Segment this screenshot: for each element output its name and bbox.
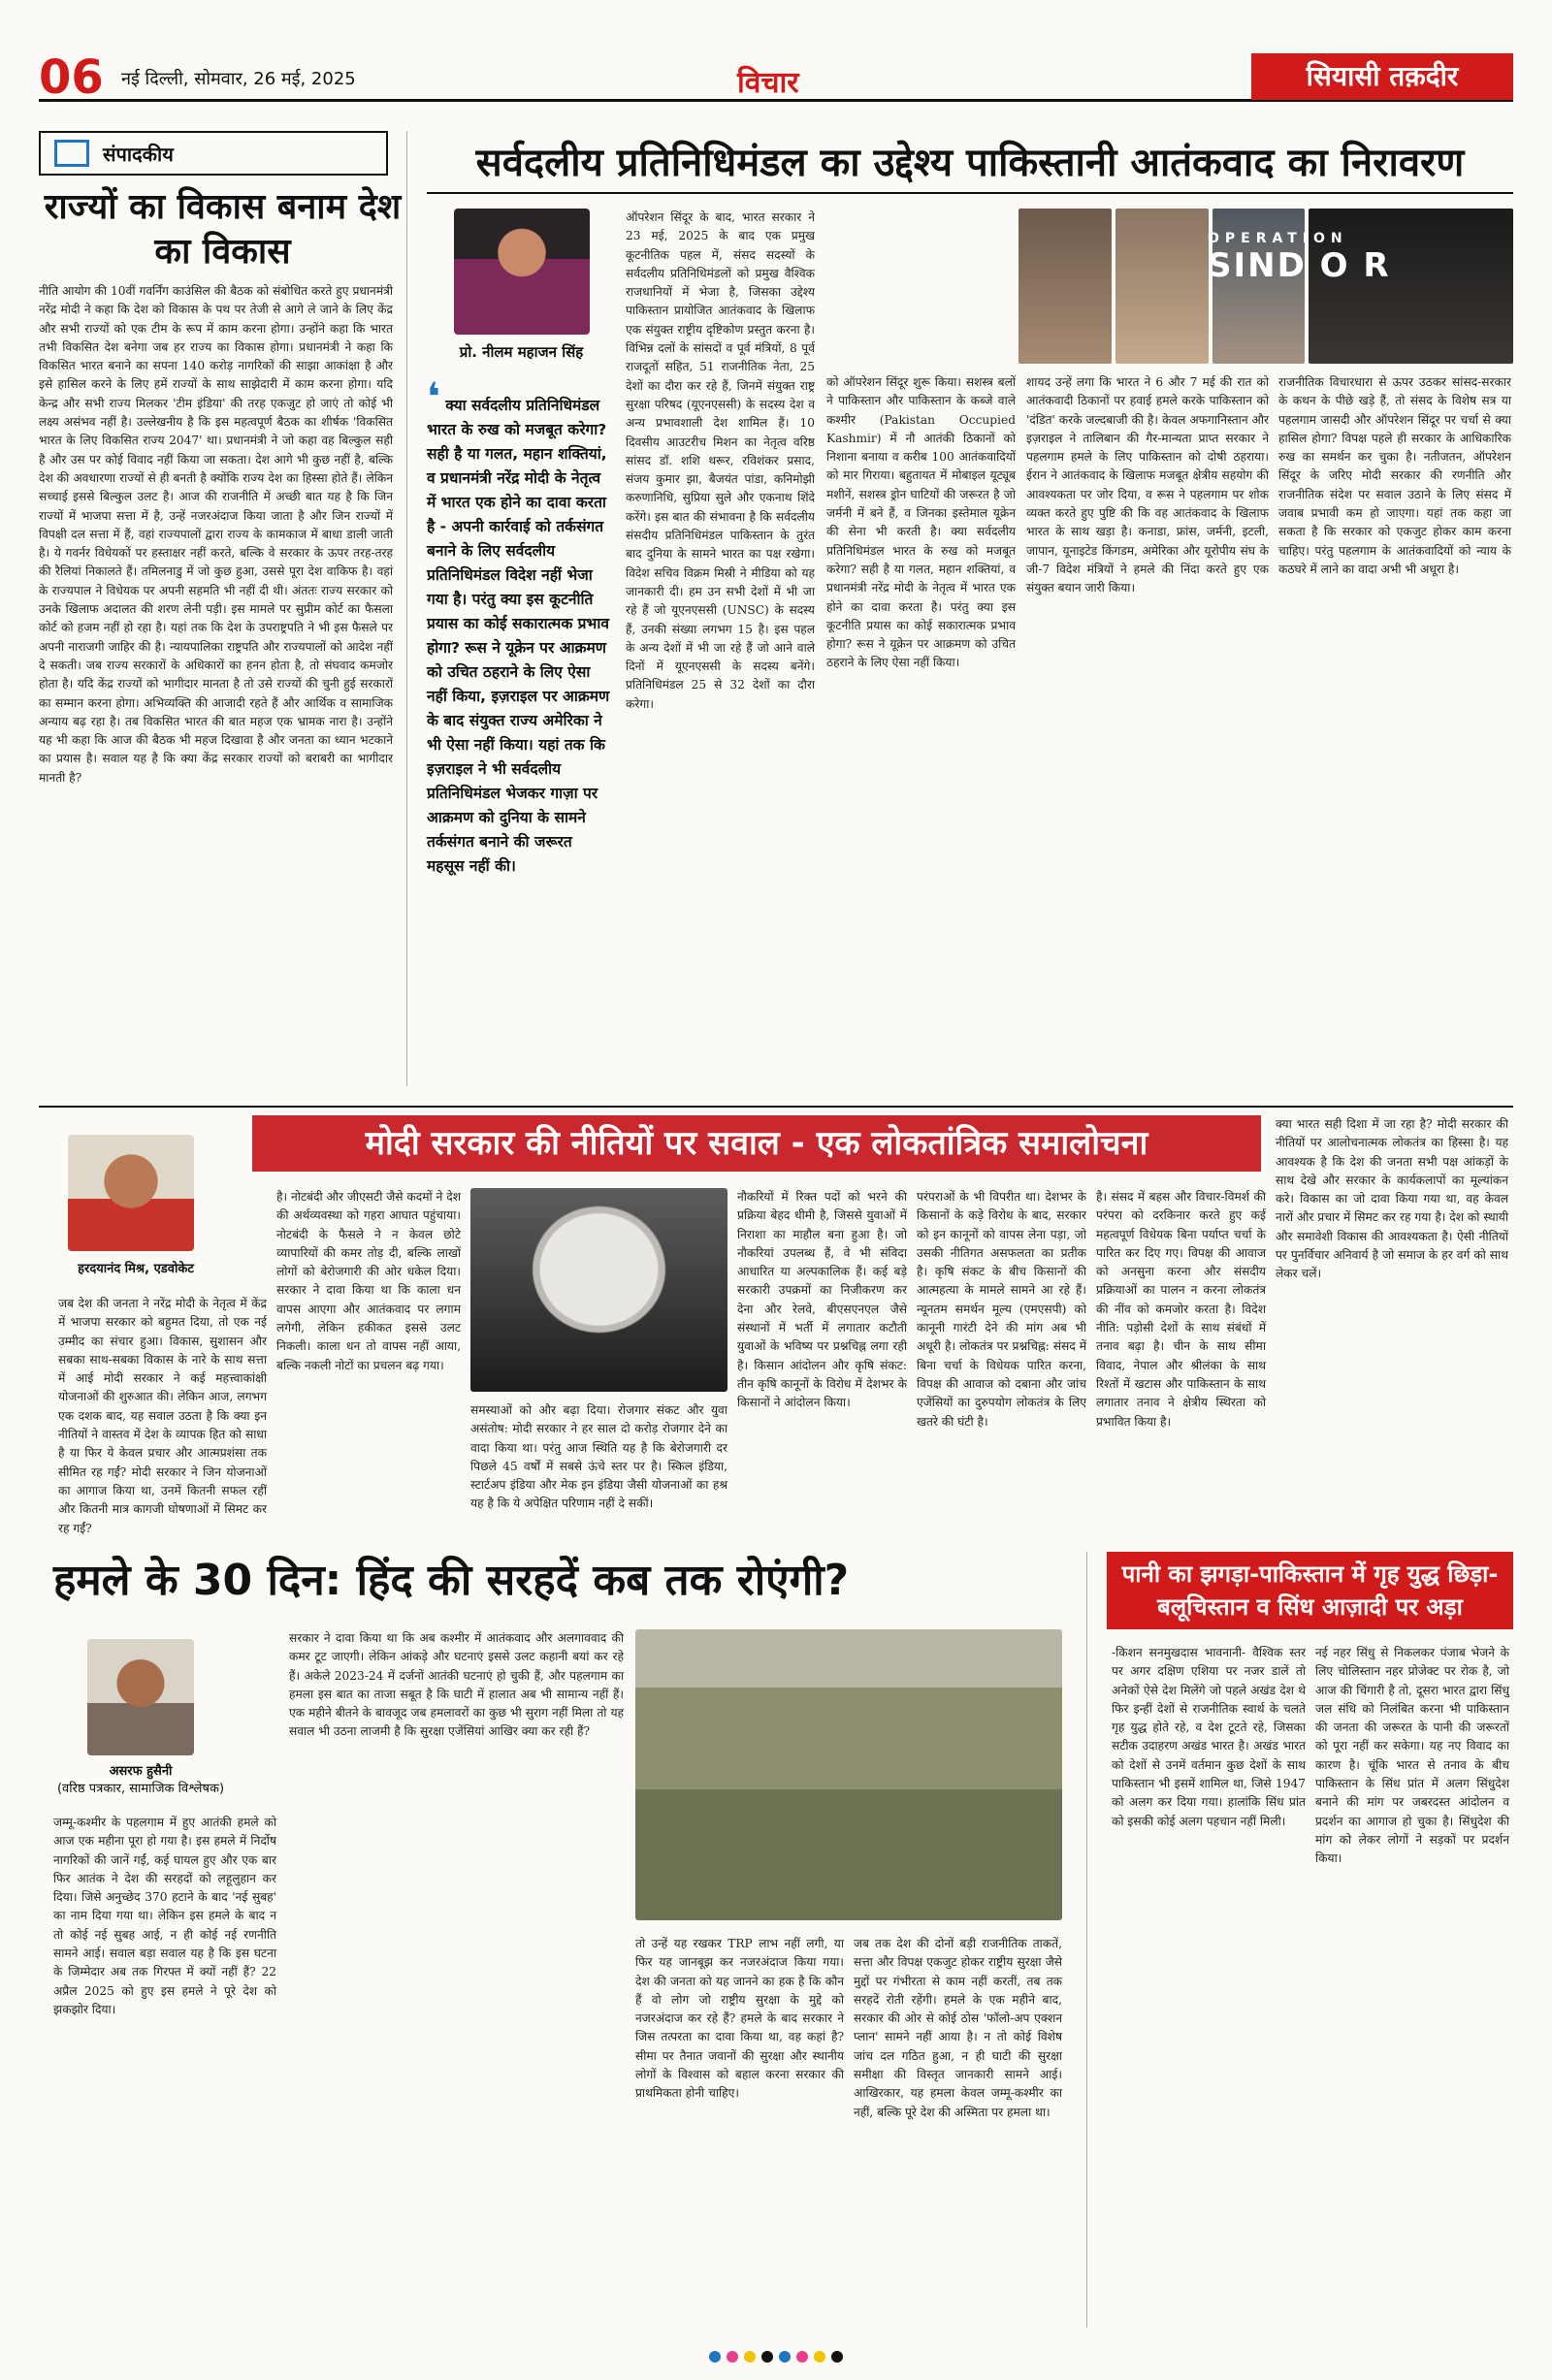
editorial-label-box — [39, 131, 388, 176]
registration-dot — [796, 2351, 808, 2363]
print-registration-marks — [39, 2351, 1513, 2364]
bottom-column-3: तो उन्हें यह रखकर TRP लाभ नहीं लगी, या फिर यह जानबूझ कर नजरअंदाज किया गया। देश की जनता को यह जानने का हक है कि कौन हैं वो लोग जो राष्ट्रीय सुरक्षा के मुद्दे को नजरअंदाज कर रहे हैं? हमले के बाद सरकार ने जिस तत्परता का दावा किया था, वह कहां है? सीमा पर तैनात जवानों की सुरक्षा और स्थानीय लोगों के विश्वास को बहाल करना सरकार की प्राथमिकता होनी चाहिए। — [635, 1937, 844, 2101]
operation-sindoor-logo — [1208, 231, 1391, 285]
author-name: असरफ हुसैनी — [109, 1764, 173, 1779]
registration-dot — [744, 2351, 756, 2363]
editorial-column — [39, 131, 407, 1086]
main-column-1: ऑपरेशन सिंदूर के बाद, भारत सरकार ने 23 मई, 2025 के बाद एक प्रमुख कूटनीतिक पहल में, संसद सदस्यों के सर्वदलीय प्रतिनिधिमंडलों को प्रमुख वैश्विक राजधानियों में भेजा है, जिसका उद्देश्य पाकिस्तान प्रायोजित आतंकवाद के खिलाफ एक संयुक्त राष्ट्रीय दृष्टिकोण प्रस्तुत करना है। विभिन्न दलों के सांसदों व पूर्व मंत्रियों, 8 पूर्व राजदूतों सहित, 51 राजनीतिक नेता, 25 देशों का दौरा कर रहे हैं, जिनमें संयुक्त राष्ट्र सुरक्षा परिषद (यूएनएससी) के सदस्य देश व अन्य प्रभावशाली देश शामिल हैं। 10 दिवसीय आउटरीच मिशन का नेतृत्व वरिष्ठ सांसद डॉ. शशि थरूर, रविशंकर प्रसाद, संजय कुमार झा, बैजयंत पांडा, कनिमोझी करुणानिधि, सुप्रिया सुले और एकनाथ शिंदे करेंगे। इस बात की संभावना है कि सर्वदलीय संसदीय प्रतिनिधिमंडल पाकिस्तान के तुरंत बाद दुनिया के सामने भारत का पक्ष रखेगा। विदेश सचिव विक्रम मिस्री ने मीडिया को यह जानकारी दी। हम उन सभी देशों में भी जा रहे हैं जो यूएनएससी (UNSC) के सदस्य हैं, उनकी संख्या लगभग 15 है। इस पहल के अन्य देशों में भी जा रहे हैं जो आने वाले दिनों में यूएनएससी के सदस्य बनेंगे। प्रतिनिधिमंडल 25 से 32 देशों का दौरा करेगा। — [626, 210, 815, 711]
water-headline: पानी का झगड़ा-पाकिस्तान में गृह युद्ध छिड़ा-बलूचिस्तान व सिंध आज़ादी पर अड़ा — [1107, 1552, 1513, 1629]
mid-column-5: परंपराओं के भी विपरीत था। देशभर के किसानों के कड़े विरोध के बाद, सरकार को इन कानूनों को वापस लेना पड़ा, जो उसकी नीतिगत असफलता का प्रतीक है। कृषि संकट के बीच किसानों की आत्महत्या के मामले सामने आ रहे हैं। न्यूनतम समर्थन मूल्य (एमएसपी) को कानूनी गारंटी देने की मांग अब भी अधूरी है। लोकतंत्र पर प्रश्नचिह्न: संसद में बिना चर्चा के विधेयक पारित करना, विपक्ष की आवाज को दबाना और जांच एजेंसियों का दुरुपयोग लोकतंत्र के लिए खतरे की घंटी है। — [917, 1190, 1086, 1429]
author-box — [436, 209, 606, 362]
main-headline: सर्वदलीय प्रतिनिधिमंडल का उद्देश्य पाकिस्तानी आतंकवाद का निरावरण — [427, 136, 1513, 194]
bottom-column-1: जम्मू-कश्मीर के पहलगाम में हुए आतंकी हमले को आज एक महीना पूरा हो गया है। इस हमले में निर्दोष नागरिकों की जानें गईं, कई घायल हुए और एक बार फिर आतंक ने देश की सरहदों को लहूलुहान कर दिया। जिसे अनुच्छेद 370 हटाने के बाद 'नई सुबह' का नाम दिया गया था। लेकिन इस हमले के बाद न तो कोई नई सुबह आई, न ही कोई नई रणनीति सामने आई। सवाल बड़ा सवाल यह है कि इस घटना के जिम्मेदार अब तक गिरफ्त में क्यों नहीं हैं? 22 अप्रैल 2025 को हुए इस हमले ने पूरे देश को झकझोर दिया। — [53, 1816, 276, 2016]
page-number: 06 — [39, 50, 104, 105]
main-column-2: को ऑपरेशन सिंदूर शुरू किया। सशस्त्र बलों ने पाकिस्तान और पाकिस्तान के कब्जे वाले कश्मीर (Pakistan Occupied Kashmir) में नौ आतंकी ठिकानों को निशाना बनाया व करीब 100 आतंकवादियों को मार गिराया। बहुतायत में मोबाइल यूट्यूब मशीनें, सशस्त्र ड्रोन घाटियों की जरूरत है जो जर्मनी में बने हैं, व जिनका इस्तेमाल यूक्रेन की सेना भी करती है। क्या सर्वदलीय प्रतिनिधिमंडल भारत के रुख को मजबूत करेगा? सही है या गलत, महान शक्तियां, व प्रधानमंत्री नरेंद्र मोदी के नेतृत्व में भारत एक होने का दावा करता है। परंतु क्या इस कूटनीति प्रयास का कोई सकारात्मक प्रभाव होगा? रूस ने यूक्रेन पर आक्रमण को उचित ठहराने के लिए ऐसा नहीं किया। — [826, 375, 1016, 670]
portrait-photo — [470, 1188, 728, 1392]
logo-line-2: SIND O R — [1208, 246, 1391, 285]
photo-delegate — [1018, 209, 1112, 364]
quote-icon: ❛ — [427, 375, 440, 420]
section-tag: सियासी तक़दीर — [1251, 53, 1513, 100]
author-name: हरदयानंद मिश्र, एडवोकेट — [78, 1262, 194, 1276]
editorial-label: संपादकीय — [103, 142, 174, 166]
water-column-1: -किशन सनमुखदास भावनानी- वैश्विक स्तर पर अगर दक्षिण एशिया पर नजर डालें तो अनेकों ऐसे देश मिलेंगे जो पहले अखंड देश थे फिर इन्हीं देशों से राजनीतिक स्वार्थ के चलते गृह युद्ध होते रहे, व देश टूटते रहे, जिसका सटीक उदाहरण अखंड भारत है। अखंड भारत को देशों से उनमें वर्तमान कुछ देशों के साथ पाकिस्तान भी इसमें शामिल था, जिसे 1947 को अलग कर दिया गया। हालांकि सिंध प्रांत को इसकी कोई अलग पहचान नहीं मिली। — [1112, 1646, 1306, 1828]
bottom-headline: हमले के 30 दिन: हिंद की सरहदें कब तक रोएंगी? — [53, 1556, 850, 1605]
water-column-2: नई नहर सिंधु से निकलकर पंजाब भेजने के लिए चोलिस्तान नहर प्रोजेक्ट पर रोक है, जो आज की चिंगारी है तो, दूसरा भारत द्वारा सिंधु जल संधि को निलंबित करना भी पाकिस्तान की जनता की जरूरत के पानी की जरूरतों को पूरा नहीं कर सकेगा। यह नए विवाद का कारण है। चूंकि भारत से तनाव के बीच पाकिस्तान के सिंध प्रांत में अलग सिंधुदेश बनाने की मांग पर जबरदस्त आंदोलन व प्रदर्शन का आगाज हो चुका है। सिंधुदेश की मांग को लेकर लोगों ने सड़कों पर प्रदर्शन किया। — [1315, 1646, 1509, 1866]
registration-dot — [709, 2351, 721, 2363]
bottom-column-2: सरकार ने दावा किया था कि अब कश्मीर में आतंकवाद और अलगाववाद की कमर टूट जाएगी। लेकिन आंकड़े और घटनाएं इससे उलट कहानी बयां कर रहे हैं। अकेले 2023-24 में दर्जनों आतंकी घटनाएं हो चुकी हैं, और पहलगाम का हमला इस बात का ताजा सबूत है कि घाटी में हालात अब भी सामान्य नहीं हैं। एक महीने बीतने के बावजूद जब हमलावरों का कुछ भी सुराग नहीं मिला तो यह सवाल भी उठना लाजमी है कि सुरक्षा एजेंसियां आखिर क्या कर रही हैं? — [289, 1631, 624, 1739]
registration-dot — [761, 2351, 773, 2363]
logo-line-1: OPERATION — [1208, 231, 1348, 246]
mid-column-6: है। संसद में बहस और विचार-विमर्श की परंपरा को दरकिनार करते हुए कई महत्वपूर्ण विधेयक बिना पर्याप्त चर्चा के पारित कर दिए गए। विपक्ष की आवाज को अनसुना करना और संसदीय प्रक्रियाओं का पालन न करना लोकतंत्र की नींव को कमजोर करता है। विदेश नीति: पड़ोसी देशों के साथ संबंधों में तनाव बढ़ा है। चीन के साथ सीमा विवाद, नेपाल और श्रीलंका के साथ रिश्तों में खटास और पाकिस्तान के साथ लगातार तनाव ने क्षेत्रीय स्थिरता को प्रभावित किया है। — [1096, 1190, 1266, 1429]
masthead — [39, 50, 1513, 105]
registration-dot — [727, 2351, 738, 2363]
author-role: (वरिष्ठ पत्रकार, सामाजिक विश्लेषक) — [56, 1782, 225, 1796]
photo-delegate — [1116, 209, 1209, 364]
author-photo — [87, 1639, 194, 1755]
mid-column-7: क्या भारत सही दिशा में जा रहा है? मोदी सरकार की नीतियों पर आलोचनात्मक लोकतंत्र का हिस्सा है। यह आवश्यक है कि देश की जनता सभी पक्ष आंकड़ों के साथ देखे और सरकार के कार्यकलापों का मूल्यांकन करे। विकास का जो दावा किया गया था, वह केवल नारों और प्रचार में सिमट कर रह गया है। देश को स्थायी और समावेशी विकास की आवश्यकता है। ऐसी नीतियों पर पुनर्विचार अनिवार्य है जो समाज के हर वर्ग को साथ लेकर चलें। — [1276, 1117, 1508, 1281]
author-name-box — [53, 1763, 228, 1798]
page-date: नई दिल्ली, सोमवार, 26 मई, 2025 — [121, 69, 356, 89]
main-column-3: शायद उन्हें लगा कि भारत ने 6 और 7 मई की रात को आतंकवादी ठिकानों पर हवाई हमले करके पाकिस्तान को 'दंडित' करके जल्दबाजी की है। केवल अफगानिस्तान और इज़राइल ने तालिबान की गैर-मान्यता प्राप्त सरकार ने पहलगाम हमले के लिए पाकिस्तान को दोषी ठहराया। ईरान ने आतंकवाद के खिलाफ मजबूत क्षेत्रीय सहयोग की आवश्यकता पर जोर दिया, व रूस ने पहलगाम पर शोक व्यक्त करते हुए पुष्टि की कि वह आतंकवाद के खिलाफ भारत के साथ खड़ा है। कनाडा, फ्रांस, जर्मनी, इटली, जापान, यूनाइटेड किंगडम, अमेरिका और यूरोपीय संघ के जी-7 विदेश मंत्रियों ने हमले की निंदा करते हुए एक संयुक्त बयान जारी किया। — [1026, 375, 1269, 595]
border-soldiers-photo — [635, 1629, 1062, 1920]
checkbox-icon — [54, 140, 89, 167]
editorial-title: राज्यों का विकास बनाम देश का विकास — [44, 187, 402, 272]
water-article-box — [1086, 1552, 1513, 2328]
pullquote — [427, 375, 611, 879]
mid-column-4: नौकरियों में रिक्त पदों को भरने की प्रक्रिया बेहद धीमी है, जिससे युवाओं में निराशा का माहौल बना हुआ है। जो नौकरियां उपलब्ध हैं, वे भी संविदा आधारित या अल्पकालिक हैं। कई बड़े सरकारी उपक्रमों का निजीकरण कर देना और रेलवे, बीएसएनएल जैसे संस्थानों में भर्ती में लगातार कटौती युवाओं के भविष्य पर प्रश्नचिह्न लगा रही है। किसान आंदोलन और कृषि संकट: तीन कृषि कानूनों के विरोध में देशभर के किसानों ने आंदोलन किया। — [737, 1190, 907, 1410]
registration-dot — [814, 2351, 825, 2363]
pullquote-text: क्या सर्वदलीय प्रतिनिधिमंडल भारत के रुख को मजबूत करेगा? सही है या गलत, महान शक्तियां, व प्रधानमंत्री नरेंद्र मोदी के नेतृत्व में भारत एक होने का दावा करता है - अपनी कार्रवाई को तर्कसंगत बनाने के लिए सर्वदलीय प्रतिनिधिमंडल विदेश नहीं भेजा गया है। परंतु क्या इस कूटनीति प्रयास का कोई सकारात्मक प्रभाव होगा? रूस ने यूक्रेन पर आक्रमण को उचित ठहराने के लिए ऐसा नहीं किया, इज़राइल पर आक्रमण के बाद संयुक्त राज्य अमेरिका ने भी ऐसा नहीं किया। यहां तक कि इज़राइल ने भी सर्वदलीय प्रतिनिधिमंडल भेजकर गाज़ा पर आक्रमण को दुनिया के सामने तर्कसंगत बनाने की जरूरत महसूस नहीं की। — [427, 397, 610, 875]
section-name: विचार — [737, 66, 799, 100]
mid-column-1: जब देश की जनता ने नरेंद्र मोदी के नेतृत्व में केंद्र में भाजपा सरकार को बहुमत दिया, तो एक नई उम्मीद का संचार हुआ। विकास, सुशासन और सबका साथ-सबका विकास के नारे के साथ सत्ता में आई मोदी सरकार ने कई महत्त्वाकांक्षी योजनाओं की शुरुआत की। लेकिन आज, लगभग एक दशक बाद, यह सवाल उठता है कि क्या इन नीतियों ने वास्तव में देश के व्यापक हित को साधा है या फिर ये केवल प्रचार और आत्मप्रशंसा तक सीमित रह गईं? मोदी सरकार ने जिन योजनाओं का आगाज किया था, उनमें कितनी सफल रहीं और कितनी मात्र कागजी घोषणाओं में सिमट कर रह गईं? — [58, 1297, 267, 1535]
main-column-4: राजनीतिक विचारधारा से ऊपर उठकर सांसद-सरकार के कथन के पीछे खड़े हैं, तो संसद के विशेष सत्र या पहलगाम जासदी और ऑपरेशन सिंदूर पर चर्चा से क्या हासिल होगा? विपक्ष पहले ही सरकार के आधिकारिक रुख का समर्थन कर चुका है। नतीजतन, ऑपरेशन सिंदूर के जरिए मोदी सरकार की रणनीति और राजनीतिक संदेश पर सवाल उठाने के लिए संसद में जवाब प्रभावी कम हो जाएगा। यहां तक कहा जा सकता है कि सरकार को एकजुट होकर काम करना चाहिए। परंतु पहलगाम के आतंकवादियों को न्याय के कठघरे में लाने का वादा अभी भी अधूरा है। — [1278, 375, 1511, 576]
mid-column-2: है। नोटबंदी और जीएसटी जैसे कदमों ने देश की अर्थव्यवस्था को गहरा आघात पहुंचाया। नोटबंदी के फैसले ने न केवल छोटे व्यापारियों की कमर तोड़ दी, बल्कि लाखों लोगों को बेरोजगारी की ओर धकेल दिया। सरकार ने दावा किया था कि काला धन वापस आएगा और आतंकवाद पर लगाम लगेगी, लेकिन हकीकत इससे उलट निकली। काला धन तो वापस नहीं आया, बल्कि नकली नोटों का प्रचलन बढ़ गया। — [276, 1190, 461, 1372]
bottom-column-4: जब तक देश की दोनों बड़ी राजनीतिक ताकतें, सत्ता और विपक्ष एकजुट होकर राष्ट्रीय सुरक्षा जैसे मुद्दों पर गंभीरता से काम नहीं करतीं, तब तक सरहदें रोती रहेंगी। हमले के एक महीने बाद, सरकार की ओर से कोई ठोस 'फॉलो-अप एक्शन प्लान' सामने नहीं आया है। न तो कोई विशेष जांच दल गठित हुआ, न ही घाटी की सुरक्षा समीक्षा की विस्तृत जानकारी सामने आई। आखिरकार, यह हमला केवल जम्मू-कश्मीर का नहीं, बल्कि पूरे देश की अस्मिता पर हमला था। — [854, 1937, 1062, 2119]
registration-dot — [779, 2351, 791, 2363]
author-name: प्रो. नीलम महाजन सिंह — [459, 343, 584, 361]
mid-headline: मोदी सरकार की नीतियों पर सवाल - एक लोकतांत्रिक समालोचना — [252, 1115, 1261, 1172]
mid-column-3: समस्याओं को और बढ़ा दिया। रोजगार संकट और युवा असंतोष: मोदी सरकार ने हर साल दो करोड़ रोजगार देने का वादा किया था। परंतु आज स्थिति यह है कि बेरोजगारी दर पिछले 45 वर्षों में सबसे ऊंचे स्तर पर है। स्किल इंडिया, स्टार्टअप इंडिया और मेक इन इंडिया जैसी योजनाओं का हश्र यह है कि ये अपेक्षित परिणाम नहीं दे सकीं। — [470, 1403, 728, 1511]
author-photo — [68, 1135, 194, 1251]
registration-dot — [831, 2351, 843, 2363]
author-photo — [454, 209, 590, 335]
editorial-body: नीति आयोग की 10वीं गवर्निंग काउंसिल की बैठक को संबोधित करते हुए प्रधानमंत्री नरेंद्र मोदी ने कहा कि देश को विकास के पथ पर तेजी से आगे ले जाने के लिए केंद्र और सभी राज्यों को एक टीम के रूप में काम करना होगा। उन्होंने कहा कि भारत तभी विकसित देश बनेगा जब हर राज्य का विकास होगा। प्रधानमंत्री ने कहा कि विकसित भारत बनाने का सपना 140 करोड़ नागरिकों की साझा आकांक्षा है और इसे हासिल करने के लिए हमें राज्यों के साथ साझेदारी में काम करना होगा। यदि केन्द्र और सभी राज्य मिलकर 'टीम इंडिया' की तरह एकजुट हो जाएं तो कोई भी लक्ष्य असंभव नहीं है। उल्लेखनीय है कि इस महत्वपूर्ण बैठक का शीर्षक 'विकसित भारत के लिए विकसित राज्य 2047' था। प्रधानमंत्री ने जो कहा वह बिल्कुल सही है और उस पर कोई विवाद नहीं किया जा सकता। देश आगे भी कुछ नहीं है, बल्कि देश की अवधारणा राज्यों से ही बनती है क्योंकि राज्य देश का हिस्सा होते हैं। लेकिन सच्चाई इससे बिल्कुल उलट है। आज की राजनीति में अच्छी बात यह है कि जिन राज्यों में भाजपा सत्ता में है, उन्हें नजरअंदाज किया जाता है और जिन राज्यों में विपक्षी दल सत्ता में हैं, वहां राज्यपालों द्वारा राज्य के कामकाज में बाधा डाली जाती है। ये गवर्नर विधेयकों पर हस्ताक्षर नहीं करते, बल्कि वे सरकार के ऊपर तरह-तरह की रैलियां निकालते हैं। तमिलनाडु में जो कुछ हुआ, उससे पूरा देश वाकिफ है। वहां के राज्यपाल ने विधेयक पर अपनी सहमति भी नहीं दी थी। अंततः राज्य सरकार को उनके खिलाफ अदालत की शरण लेनी पड़ी। इस मामले पर सुप्रीम कोर्ट का फैसला कोर्ट को हजम नहीं हो रहा है। यहां तक कि देश के उपराष्ट्रपति ने भी इस फैसले पर अपनी नाराजगी जाहिर की है। न्यायपालिका राष्ट्रपति और राज्यपालों को आदेश नहीं दे सकती। जब राज्य सरकारों के अधिकारों का हनन होता है, तो संघवाद कमजोर होता है। यदि केंद्र राज्यों को भागीदार मानता है तो उसे राज्यों की चुनी हुई सरकारों का सम्मान करना होगा। अभिव्यक्ति की आजादी रहते हैं और आर्थिक व सामाजिक अन्याय बढ़ रहा है। तब विकसित भारत की बात महज एक भ्रामक नारा है। उन्होंने यह भी कहा कि आज की बैठक भी महज दिखावा है और जनता का ध्यान भटकाने का प्रयास है। सवाल यह है कि क्या केंद्र सरकार राज्यों को बराबरी का भागीदार मानती है? — [39, 284, 393, 785]
